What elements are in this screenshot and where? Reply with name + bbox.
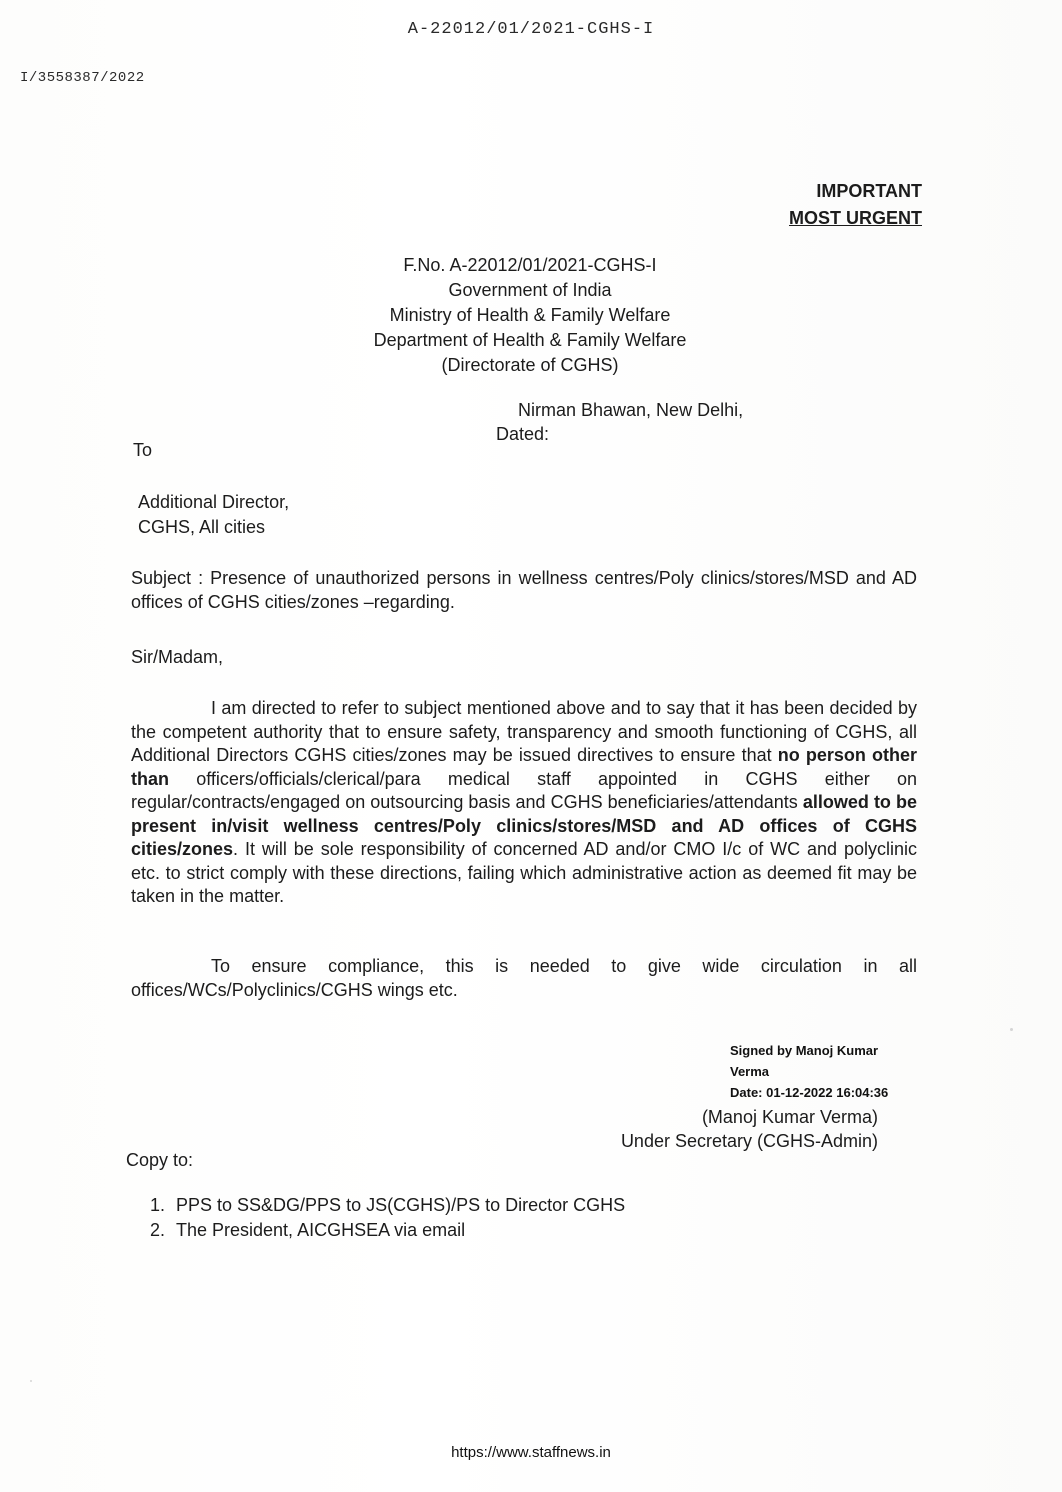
addressee-line-1: Additional Director, — [138, 492, 290, 512]
body-paragraph-2 — [131, 955, 917, 1002]
list-item-text: The President, AICGHSEA via email — [176, 1220, 466, 1240]
digital-signature-date: Date: 01-12-2022 16:04:36 — [730, 1085, 889, 1100]
para1-text-2: officers/officials/clerical/para medical staff appointed in CGHS either on regular/contracts/engaged on outsourcing basis and CGHS beneficiaries/attendants — [131, 768, 917, 812]
ministry-name: Ministry of Health & Family Welfare — [389, 305, 671, 325]
signatory-name: (Manoj Kumar Verma) — [701, 1107, 878, 1127]
addressee-line-2: CGHS, All cities — [138, 517, 266, 537]
para1-bold-2: allowed to be present in/visit wellness centres/Poly clinics/stores/MSD and AD offices of CGHS cities/zones — [131, 792, 917, 859]
scan-speck — [1010, 1028, 1013, 1031]
signatory-designation: Under Secretary (CGHS-Admin) — [620, 1131, 878, 1151]
list-item-number: 1. — [150, 1195, 166, 1215]
file-number: F.No. A-22012/01/2021-CGHS-I — [403, 255, 657, 275]
department-name: Department of Health & Family Welfare — [373, 330, 687, 350]
letterhead — [260, 253, 800, 378]
body-paragraph-1 — [131, 697, 917, 909]
priority-most-urgent: MOST URGENT — [789, 208, 922, 228]
para1-text-1: I am directed to refer to subject mentioned above and to say that it has been decided by the competent authority that to ensure safety, transparency and smooth functioning of CGHS, all Additional Directors CGHS cities/zones may be issued directives to ensure that — [131, 698, 917, 765]
priority-important: IMPORTANT — [816, 181, 922, 201]
copy-to-label: Copy to: — [126, 1150, 194, 1170]
copy-to-list — [150, 1193, 625, 1243]
signatory-block — [568, 1105, 878, 1153]
para2-text: To ensure compliance, this is needed to give wide circulation in all offices/WCs/Polyclinics/CGHS wings etc. — [131, 956, 917, 1000]
digital-signature-line-1: Signed by Manoj Kumar — [730, 1043, 879, 1058]
para1-text-3: . It will be sole responsibility of concerned AD and/or CMO I/c of WC and polyclinic etc. to strict comply with these directions, failing which administrative action as deemed fit may be taken in the matter. — [131, 839, 917, 906]
government-name: Government of India — [448, 280, 612, 300]
to-label: To — [133, 440, 153, 460]
dated-line: Dated: — [496, 424, 550, 444]
para1-bold-1: no person other than — [131, 745, 918, 789]
scan-speck — [30, 1380, 32, 1382]
addressee — [138, 490, 289, 540]
place-line: Nirman Bhawan, New Delhi, — [518, 400, 744, 420]
list-item — [150, 1193, 625, 1218]
list-item-text: PPS to SS&DG/PPS to JS(CGHS)/PS to Director CGHS — [176, 1195, 626, 1215]
directorate-name: (Directorate of CGHS) — [441, 355, 619, 375]
place-date-block — [496, 398, 743, 446]
document-reference-side: I/3558387/2022 — [20, 70, 145, 86]
priority-marking — [789, 178, 922, 232]
document-reference-top: A-22012/01/2021-CGHS-I — [407, 20, 655, 39]
salutation: Sir/Madam, — [131, 647, 224, 667]
footer-url[interactable]: https://www.staffnews.in — [451, 1444, 611, 1461]
subject-line: Subject : Presence of unauthorized persons in wellness centres/Poly clinics/stores/MSD and AD offices of CGHS cities/zones –regarding. — [131, 568, 917, 612]
digital-signature — [730, 1040, 888, 1103]
digital-signature-line-2: Verma — [730, 1064, 770, 1079]
list-item — [150, 1218, 625, 1243]
list-item-number: 2. — [150, 1220, 166, 1240]
